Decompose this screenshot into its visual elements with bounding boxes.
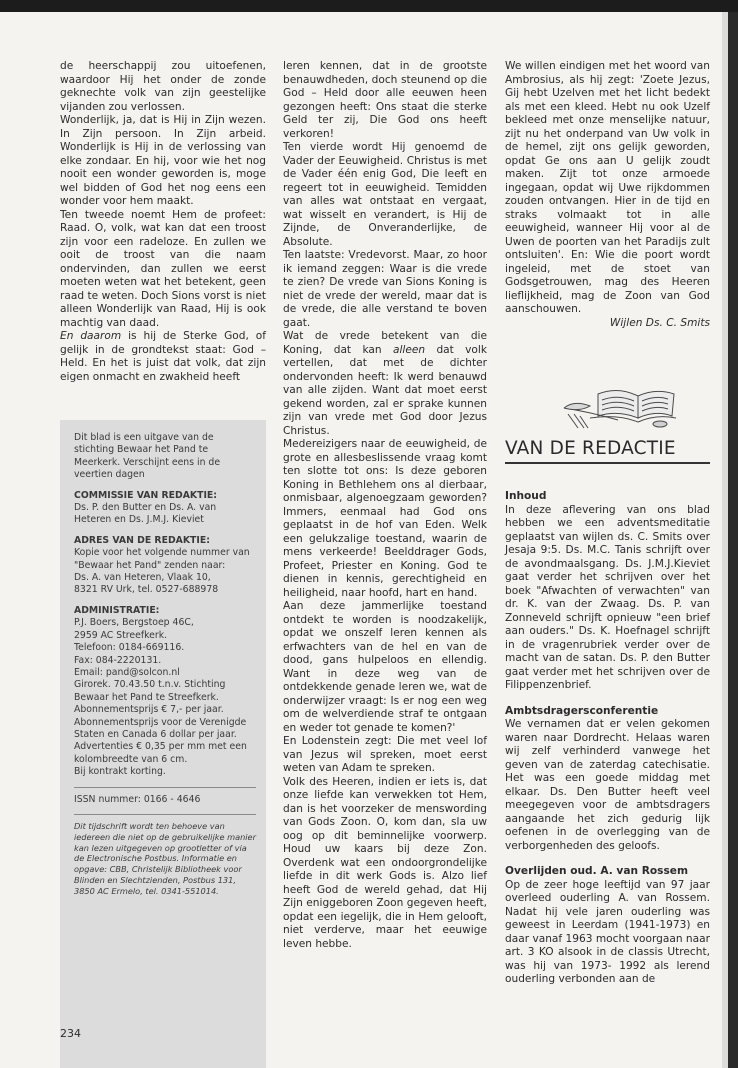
admin-line: P.J. Boers, Bergstoep 46C, xyxy=(74,617,194,629)
paragraph: Medereizigers naar de eeuwigheid, de grote en allesbeslissende vraag komt ten slotte tot ons: Is deze geboren Koning in Bethlehem ons al dierbaar, onmisbaar, algenoegzaam geworden? Immers, eenmaal had God ons geplaatst in de hof van Eden. Welk een gelukzalige toestand, waarin de mens verkeerde! Beelddrager Gods, Profeet, Priester en Koning. God te dienen in kennis, gerechtigheid en heiligheid, naar hoofd, hart en hand. xyxy=(283,438,487,599)
divider xyxy=(74,814,256,815)
inhoud-heading: Inhoud xyxy=(505,490,547,502)
overlijden-heading: Overlijden oud. A. van Rossem xyxy=(505,865,688,877)
admin-line: Advertenties € 0,35 per mm met een kolombreedte van 6 cm. xyxy=(74,741,247,765)
commissie-text: Ds. P. den Butter en Ds. A. van Heteren en Ds. J.M.J. Kieviet xyxy=(74,502,217,526)
section-title: VAN DE REDACTIE xyxy=(505,438,710,464)
adres-line: 8321 RV Urk, tel. 0527-688978 xyxy=(74,584,219,596)
admin-line: Fax: 084-2220131. xyxy=(74,654,162,666)
column-1 xyxy=(60,60,266,384)
page-number: 234 xyxy=(60,1027,81,1040)
paragraph: de heerschappij zou uitoefenen, waardoor Hij het onder de zonde geknechte volk van zijn geestelijke vijanden zou verlossen. xyxy=(60,60,266,113)
admin-line: Telefoon: 0184-669116. xyxy=(74,642,185,654)
admin-line: Bij kontrakt korting. xyxy=(74,766,166,778)
paragraph-text: is hij de Sterke God, of gelijk in de grondtekst staat: God – Held. En het is juist dat volk, dat zijn eigen onmacht en zwakheid heeft xyxy=(60,330,266,383)
paragraph: We willen eindigen met het woord van Ambrosius, als hij zegt: 'Zoete Jezus, Gij hebt Uzelven met het licht bedekt als met een kleed. Hebt nu ook Uzelf bekleed met onze menselijke natuur, zijt nu het onderpand van Uw volk in de hemel, zijt ons gelijk geworden, opdat Ge ons aan U gelijk zoudt maken. Zijt tot onze armoede ingegaan, opdat wij Uwe rijkdommen zouden ontvangen. Hier in de tijd en straks volmaakt tot in alle eeuwigheid, wanneer Hij voor al de Uwen de poorten van het Paradijs zult ontsluiten'. En: Wie die poort wordt ingeleid, met de stoet van Godsgetrouwen, mag des Heeren lieflijkheid, mag de Zoon van God aanschouwen. xyxy=(505,60,710,315)
scan-border xyxy=(728,12,738,1068)
paragraph: In deze aflevering van ons blad hebben we een adventsmeditatie geplaatst van wijlen ds. C. Smits over Jesaja 9:5. Ds. M.C. Tanis schrijft over de avondmaalsgang. Ds. J.M.J.Kieviet gaat verder het schrijven over het boek "Afwachten of verwachten" van dr. K. van der Zwaag. Ds. P. van Zonneveld schrijft opnieuw "een brief aan ouders." Ds. K. Hoefnagel schrijft in de vragenrubriek verder over de macht van de satan. Ds. P. den Butter gaat verder met het schrijven over de Filippenzenbrief. xyxy=(505,503,710,691)
commissie-heading: COMMISSIE VAN REDAKTIE: xyxy=(74,489,217,501)
paragraph: leren kennen, dat in de grootste benauwdheden, doch steunend op die God – Held door alle eeuwen heen gezongen heeft: Ons staat die sterke Geld ter zij, Die God ons heeft verkoren! xyxy=(283,60,487,140)
admin-line: 2959 AC Streefkerk. xyxy=(74,629,168,641)
paragraph: Aan deze jammerlijke toestand ontdekt te worden is noodzakelijk, opdat we onszelf leren kennen als erfwachters van de hel en van de dood, gans hulpeloos en ellendig. Want in deze weg van de ontdekkende genade leren we, wat de onderwijzer vraagt: Is er nog een weg om de welverdiende straf te ontgaan en weder tot genade te komen?' xyxy=(283,600,487,734)
paragraph-text: Wat de vrede betekent van die Koning, dat kan xyxy=(283,330,487,356)
paragraph xyxy=(283,330,487,438)
paragraph: Ten vierde wordt Hij genoemd de Vader der Eeuwigheid. Christus is met de Vader één enig God, Die leeft en regeert tot in eeuwigheid. Temidden van alles wat ontstaat en vergaat, wat wisselt en verandert, is Hij de Zijnde, de Onveranderlijke, de Absolute. xyxy=(283,141,487,248)
paragraph: Ten laatste: Vredevorst. Maar, zo hoor ik iemand zeggen: Waar is die vrede te zien? De vrede van Sions Koning is niet de vrede der wereld, maar dat is de vrede, die alle verstand te boven gaat. xyxy=(283,249,487,329)
author-signature: Wijlen Ds. C. Smits xyxy=(609,316,710,329)
colophon-intro: Dit blad is een uitgave van de stichting Bewaar het Pand te Meerkerk. Verschijnt eens in de veertien dagen xyxy=(74,432,221,481)
paragraph-text: dat volk vertellen, dat met de dichter ondervonden heeft: Ik werd benauwd van alle zijden. Want dat moet eerst gekend worden, zal er sprake kunnen zijn van vrede met God door Jezus Christus. xyxy=(283,343,487,437)
paragraph: Wonderlijk, ja, dat is Hij in Zijn wezen. In Zijn persoon. In Zijn arbeid. Wonderlijk is Hij in de verlossing van elke zondaar. En hij, voor wie het nog nooit een wonder geworden is, moge wel bidden of God het nog eens een wonder voor hem maakt. xyxy=(60,114,266,207)
paragraph: Volk des Heeren, indien er iets is, dat onze liefde kan verwekken tot Hem, dan is het voorzeker de menswording van Gods Zoon. O, kom dan, sla uw oog op dit beminnelijke voorwerp. Houd uw kaars bij deze Zon. Overdenk wat een ondoorgrondelijke liefde in dit werk Gods is. Alzo lief heeft God de wereld gehad, dat Hij Zijn eniggeboren Zoon gegeven heeft, opdat een iegelijk, die in Hem gelooft, niet verderve, maar het eeuwige leven hebbe. xyxy=(283,775,487,950)
column-3 xyxy=(505,60,710,330)
conferentie-heading: Ambtsdragersconferentie xyxy=(505,704,659,717)
issn: ISSN nummer: 0166 - 4646 xyxy=(74,793,201,805)
divider xyxy=(74,787,256,788)
page xyxy=(0,12,722,1068)
paragraph: We vernamen dat er velen gekomen waren naar Dordrecht. Helaas waren wij zelf verhinderd vanwege het geven van de zaterdag catechisatie. Het was een goede middag met elkaar. Ds. Den Butter heeft veel meegegeven voor de ambtsdragers aangaande het zich gedurig lijk oefenen in de overlegging van de verborgenheden des geloofs. xyxy=(505,718,710,852)
column-2 xyxy=(283,60,487,951)
book-quill-illustration xyxy=(560,374,680,432)
adres-line: Kopie voor het volgende nummer van "Bewaar het Pand" zenden naar: xyxy=(74,547,250,571)
admin-heading: ADMINISTRATIE: xyxy=(74,604,160,616)
italic-word: alleen xyxy=(392,343,426,356)
admin-line: Abonnementsprijs € 7,- per jaar. xyxy=(74,704,224,716)
colophon-box xyxy=(60,420,266,1068)
admin-line: Email: pand@solcon.nl xyxy=(74,666,180,678)
adres-line: Ds. A. van Heteren, Vlaak 10, xyxy=(74,572,211,584)
paragraph: Ten tweede noemt Hem de profeet: Raad. O, volk, wat kan dat een troost zijn voor een radeloze. En zullen we ooit de troost van die naam ondervinden, dan zullen we eerst moeten weten wat het betekent, geen raad te weten. Doch Sions vorst is niet alleen Wonderlijk van Raad, Hij is ook machtig van daad. xyxy=(60,208,266,329)
paragraph: En Lodenstein zegt: Die met veel lof van Jezus wil spreken, moet eerst weten van Adam te spreken. xyxy=(283,735,487,774)
admin-line: Girorek. 70.43.50 t.n.v. Stichting Bewaar het Pand te Streefkerk. xyxy=(74,679,226,703)
italic-phrase: En daarom xyxy=(60,330,122,342)
paragraph: Op de zeer hoge leeftijd van 97 jaar overleed ouderling A. van Rossem. Nadat hij vele jaren ouderling was geweest in Leerdam (1941-1973) en daar vanaf 1963 mocht voorgaan naar art. 3 KO alsook in de classis Utrecht, was hij van 1973- 1992 als lerend ouderling verbonden aan de xyxy=(505,878,710,985)
redactie-column xyxy=(505,478,710,987)
adres-heading: ADRES VAN DE REDAKTIE: xyxy=(74,534,210,546)
accessibility-note: Dit tijdschrift wordt ten behoeve van iedereen die niet op de gebruikelijke manier kan lezen uitgegeven op grootletter of via de Electronische Postbus. Informatie en opgave: CBB, Christelijk Bibliotheek voor Blinden en Slechtzienden, Postbus 131, 3850 AC Ermelo, tel. 0341-551014. xyxy=(74,820,256,896)
admin-line: Abonnementsprijs voor de Verenigde Staten en Canada 6 dollar per jaar. xyxy=(74,716,247,740)
paragraph xyxy=(60,330,266,384)
